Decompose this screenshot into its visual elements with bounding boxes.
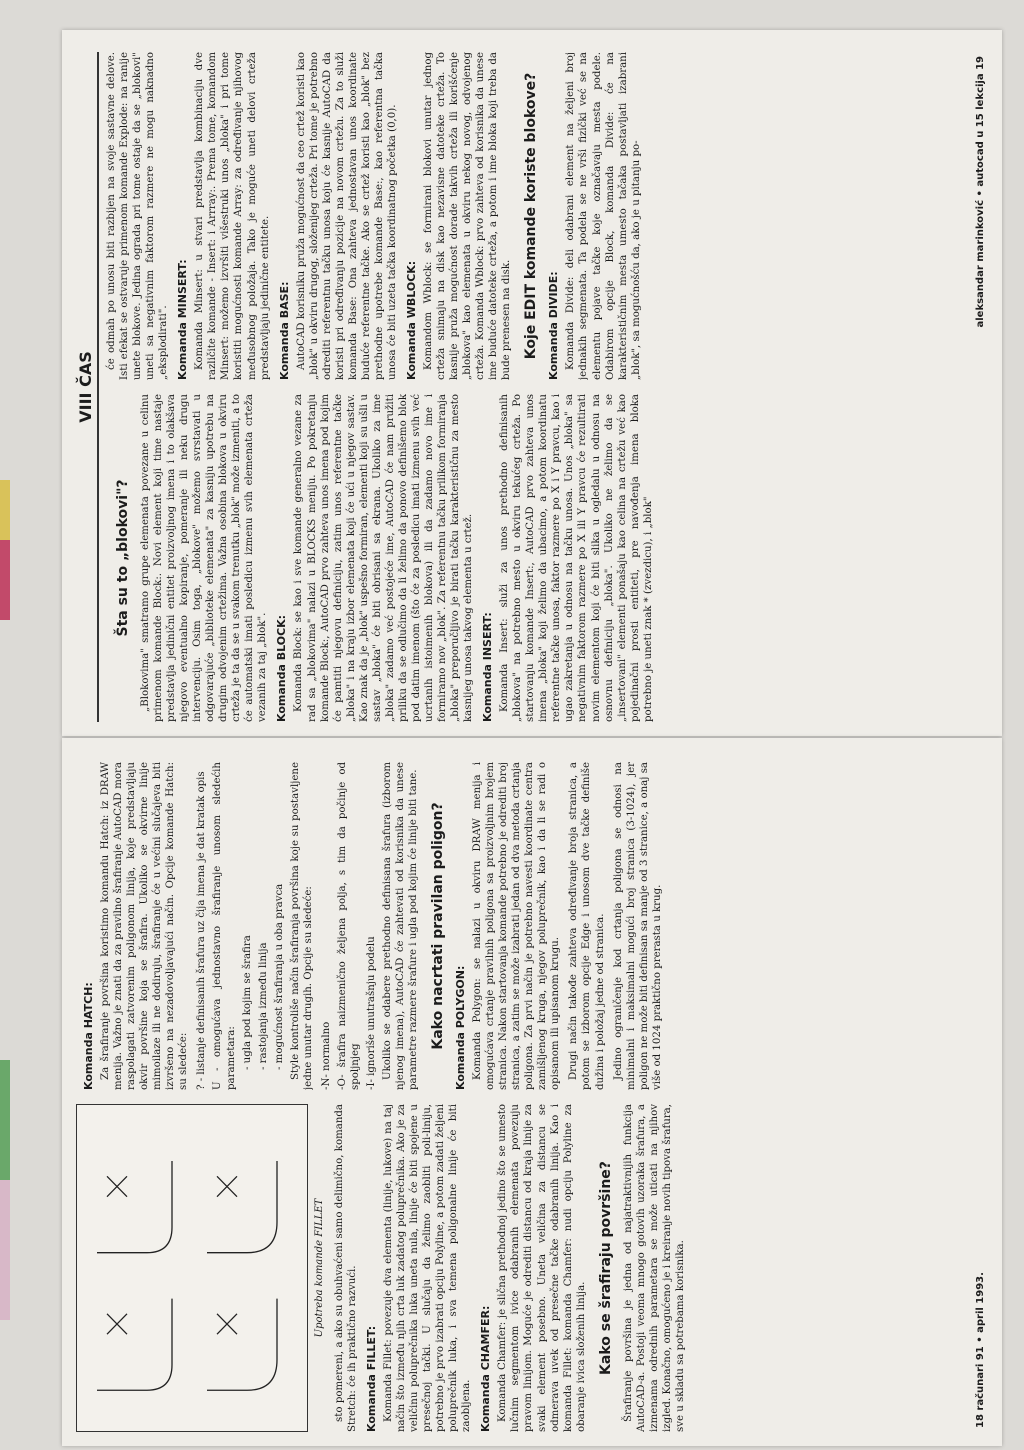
hatch-param-angle: - ugla pod kojim se šrafira [241,935,253,1070]
paragraph-chamfer: Komanda Chamfer: je slična prethodnoj jedino što se umesto lučnim segmentom ivice odabranih elemenata povezuju pravom linijom. Moguće je odrediti distancu od kraja linije za svaki element posebno. Uneta veličina za distancu se odmerava uvek od presečne tačke odabranih linija. Kao i komanda Fillet: komanda Chamfer: nudi opciju Polyline za obaranje ivica složenih linija. [497,1104,587,1432]
fillet-figure [76,1104,308,1432]
heading-base-command: Komanda BASE: [277,281,291,380]
pick-mark-1 [107,1314,127,1334]
edge-stripe-yellow [0,480,10,540]
paragraph-hatch: Za šrafiranje površina koristimo komandu Hatch: iz DRAW menija. Važno je znati da za pravilno šrafiranje AutoCAD mora raspolagati zatvorenim poligonom linija, koje predstavljaju okvir površine koja se šrafira. Ukoliko se okvirne linije mimoilaze ili ne dodiruju, šrafiranje će u većini slučajeva biti izvršeno na nezadovoljavajući način. Opcije komande Hatch: su sledeće: [100,762,190,1090]
paragraph-divide: Komanda Divide: deli odabrani element na željeni broj jednakih segmenata. Ta podela se ne vrši fizički već se na elementu pojave tačke koje označavaju mesta podele. Odabirom opcije Block, komanda Divide: će na karakterističnim mesta umesto tačaka postavljati izabrani „blok", sa mogućnošću da, ako je u pitanju po- [565,52,642,380]
fillet-arc-2 [97,1161,172,1253]
hatch-option-u: U - omogućava jednostavno šrafiranje unosom sledećih parametara: [212,762,237,1090]
style-option-outer: -O- šrafira naizmenično željena polja, s tim da počinje od spoljnjeg [336,762,361,1090]
edge-stripe-pink [0,540,10,620]
paragraph-style: Style kontroliše način šrafiranja površina koje su postavljene jedne unutar drugih. Opcije su sledeće: [289,762,314,1090]
paragraph-blocks: „Blokovima" smatramo grupe elemenata povezane u celinu primenom komande Block:. Novi element koji time nastaje predstavlja jedinični entitet proizvoljnog imena i to olakšava njegovo eventualno kopiranje, pomeranje ili neku drugu intervenciju. Osim toga, „blokove" možemo svrstavati u odgovarajuće „biblioteke elemenata" za kasniju upotrebu na drugim odvojenim crtežima. Važna osobina blokova u okviru crteža je ta da se u svakom trenutku „blok" može izmeniti, a to će automatski imati posledicu izmenu svih elemenata crteža vezanih za taj „blok". [139,394,269,722]
paragraph-fillet: Komanda Fillet: povezuje dva elementa (linije, lukove) na taj način što između njih crta luk zadatog poluprečnika. Ako je za veličinu poluprečnika luka uneta nula, linije će biti spojene u presečnoj tački. U slučaju da želimo zaobliti poli-liniju, potrebno je prvo izabrati opciju Polyline, a potom zadati željeni poluprečnik luka, i sva temena poligonalne linije će biti zaobljena. [382,1104,473,1432]
pick-mark-4 [217,1176,237,1196]
paragraph-base: AutoCAD korisniku pruža mogućnost da ceo crtež koristi kao „blok" u okviru drugog, složenijeg crteža. Pri tome je potrebno odrediti referentnu tačku unosa koju će kasnije AutoCAD da koristi pri određivanju pozicije na novom crtežu. Za to služi komanda Base: Ona zahteva jednostavan unos koordinate buduće referentne tačke. Ako se crtež koristi kao „blok" bez prethodne upotrebe komande Base:, kao referentna tačka unosa će biti uzeta tačka koordinatnog početka (0,0). [295,52,398,380]
fillet-arc-4 [207,1161,277,1253]
hatch-param-spacing: - rastojanja između linija [257,942,269,1070]
paragraph-polygon-2: Drugi način takođe zahteva određivanje broja stranica, a potom se izborom opcije Edge i unosom dve tačke definiše dužina i položaj jedne od stranica. [568,762,606,1090]
heading-insert-command: Komanda INSERT: [481,612,495,722]
pick-mark-3 [217,1314,237,1334]
style-option-ignore: -I- ignoriše unutrašnju podelu [365,936,377,1090]
paragraph-insert-command: Komanda Insert: služi za unos prethodno definisanih „blokova" na potrebno mesto u okviru tekućeg crteža. Po startovanju komande Insert:, AutoCAD prvo zahteva unos imena „bloka" koji želimo da ubacimo, a potom koordinatu referentne tačke unosa, faktor razmere po X i Y pravcu, kao i ugao zakretanja u odnosu na tačku unosa. Unos „bloka" sa negativnim faktorom razmere po X ili Y pravcu će rezultirati novim elementom koji će biti slika u ogledalu u odnosu na osnovnu definiciju „bloka". Ukoliko ne želimo da se „insertovani" elementi ponašaju kao celina na crtežu već kao pojedinačni prosti entiteti, pre navođenja imena bloka potrebno je uneti znak * (zvezdicu), i „blok" [499,394,654,722]
heading-fillet-command: Komanda FILLET: [364,1325,378,1432]
heading-wblock-command: Komanda WBLOCK: [405,260,419,380]
heading-hatch-question: Kako se šrafiraju površine? [597,1161,614,1375]
heading-blocks: Šta su to „blokovi"? [115,479,131,637]
paragraph-hatch-intro: Šrafiranje površina je jedna od najatraktivnijih funkcija AutoCAD-a. Postoji veoma mnogo gotovih uzoraka šrafura, a izmenama odrednih parametara se može uticati na njihov izgled. Konačno, omogućeno je i kreiranje novih tipova šrafura, sve u skladu sa potrebama korisnika. [622,1104,686,1432]
page-18-column-1 [76,1104,956,1432]
heading-block-command: Komanda BLOCK: [275,614,289,722]
paragraph-stretch: sto pomereni, a ako su obuhvaćeni samo delimično, komanda Stretch: će ih praktično razvući. [333,1104,358,1432]
fillet-arc-3 [207,1299,277,1391]
page-19-column-2 [105,52,965,380]
heading-hatch-command: Komanda HATCH: [82,982,95,1090]
edge-stripe-green [0,1060,10,1180]
style-option-normal: -N- normalno [320,1021,332,1090]
pick-mark-2 [107,1176,127,1196]
paragraph-polygon-1: Komanda Polygon: se nalazi u okviru DRAW menija i omogućava crtanje pravilnih poligona sa proizvoljnim brojem stranica. Nakon startovanja komande potrebno je odrediti broj stranica, a zatim se može izabrati jedan od dva metoda crtanja poligona. Za prvi način je potrebno navesti koordinate centra zamišljenog kruga, njegov poluprečnik, kao i da li se radi o opisanom ili upisanom krugu. [472,762,562,1090]
paragraph-minsert: Komanda Minsert: u stvari predstavlja kombinaciju dve različite komande - Insert: i Arrray:. Prema tome, komandom Minsert: možemo izvršiti višestruki unos „bloka" i pri tome koristiti mogućnosti komande Array: za određivanje njihovog međusobnog položaja. Tako je moguće uneti delovi crteža predstavljaju jedinične entitete. [194,52,271,380]
hatch-option-list: ? - listanje definisanih šrafura uz čija imena je dat kratak opis [196,771,208,1090]
heading-minsert-command: Komanda MINSERT: [176,259,190,380]
page-19 [62,30,1002,736]
paragraph-hatch-params: Ukoliko se odabere prethodno definisana šrafura (izborom njenog imena), AutoCAD će zahtevati od korisnika da unese parametre razmere šrafure i ugla pod kojim će linije biti tane. [381,762,420,1090]
paragraph-block-command: Komanda Block: se kao i sve komande generalno vezane za rad sa „blokovima" nalazi u BLOCKS meniju. Po pokretanju komande Block:, AutoCAD prvo zahteva unos imena pod kojim će pamtiti njegovu definiciju, zatim unos referentne tačke „bloka" i na kraju izbor elemenata koji će ući u njegov sastav. Kao znak da je „blok" uspešno formiran, elementi koji su ušli u sastav „bloka" će biti obrisani sa ekrana. Ukoliko za ime „bloka" zadamo već postojeće ime, AutoCAD će nam pružiti priliku da se odlučimo da li želimo da ponovo definišemo blok pod datim imenom (što će za posledicu imati izmenu svih već ucrtanih istoimenih blokova) ili da zadamo novo ime i formiramo nov „blok". Za referentnu tačku prilikom formiranja „bloka" preporučljivo je birati tačku karakterističnu za mesto kasnijeg unosa takvog elementa u crtež. [293,394,475,722]
figure-caption: Upotreba komande FILLET [314,1198,325,1338]
edge-stripe-rose [0,1180,10,1320]
paragraph-explode: će odmah po unosu biti razbijen na svoje sastavne delove. Isti efekat se ostvaruje primenom komande Explode: na ranije unete blokove. Jedina ograda pri tome ostaje da se „blokovi" uneti sa negativnim faktorom razmere ne mogu naknadno „eksplodirati". [106,52,170,380]
heading-polygon-command: Komanda POLYGON: [454,965,468,1090]
fillet-arc-1 [97,1299,172,1391]
page-18-content [76,762,986,1432]
paragraph-wblock: Komandom Wblock: se formirani blokovi unutar jednog crteža snimaju na disk kao nezavisne datoteke crteža. To kasnije pruža mogućnost dorade takvih crteža ili korišćenje „blokova" kao elemenata u okviru nekog novog, odvojenog crteža. Komanda Wblock: prvo zahteva od korisnika da unese ime buduće datoteke crteža, a potom i ime bloka koji treba da bude prenesen na disk. [423,52,513,380]
heading-divide-command: Komanda DIVIDE: [547,271,561,380]
hatch-param-double: - mogućnost šrafiranja u oba pravca [273,883,285,1070]
heading-polygon-question: Kako nacrtati pravilan poligon? [430,802,447,1050]
fillet-illustration [77,1105,307,1431]
page-19-footer: aleksandar marinković • autocad u 15 lekcija 19 [975,56,986,328]
paragraph-polygon-3: Jedino ograničenje kod crtanja poligona se odnosi na minimalni i maksimalni mogući broj stranica (3-1024), jer poligon ne može biti definisan sa manje od 3 stranice, a onaj sa više od 1024 praktično prerasta u krug. [612,762,663,1090]
page-19-content [76,52,986,722]
page-18 [62,738,1002,1446]
heading-chamfer-command: Komanda CHAMFER: [479,1305,493,1432]
chapter-title: VIII ČAS [76,52,99,722]
page-18-column-2 [76,762,956,1090]
page-18-footer: 18 računari 91 • april 1993. [975,1272,986,1428]
heading-edit-commands: Koje EDIT komande koriste blokove? [523,72,540,360]
page-19-column-1 [105,394,965,722]
